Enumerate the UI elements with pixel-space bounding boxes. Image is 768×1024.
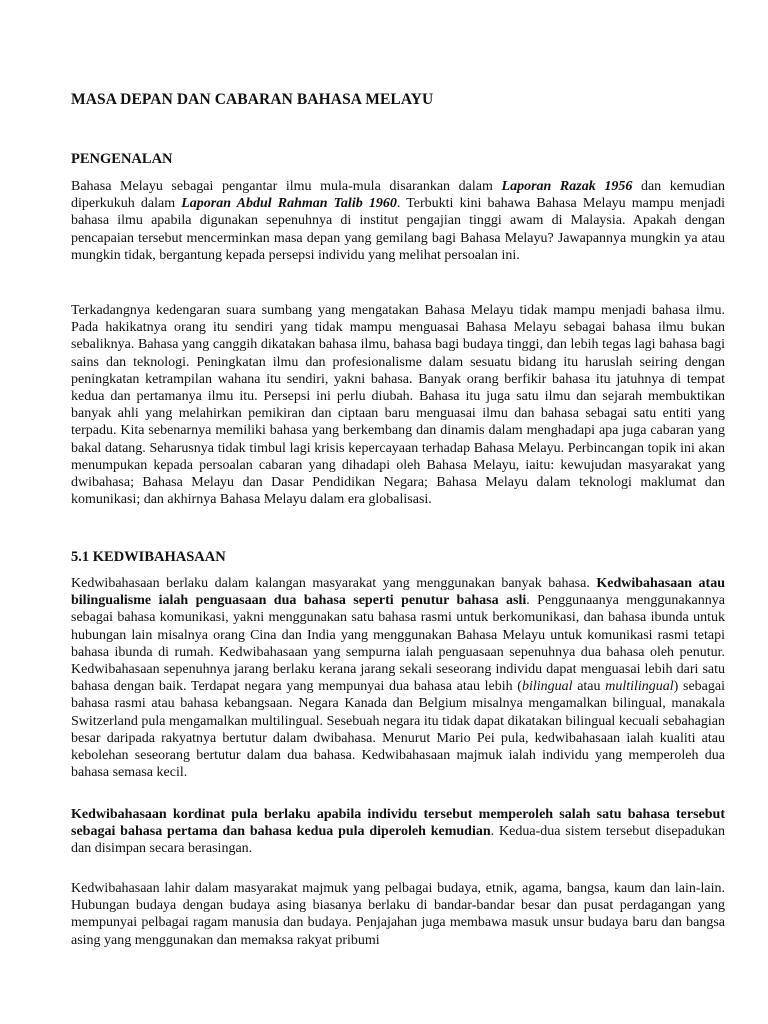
text-run: . Kedua-dua sistem tersebut disepadukan dan disimpan secara berasingan. [71, 824, 725, 857]
intro-paragraph-2: Terkadangnya kedengaran suara sumbang yang mengatakan Bahasa Melayu tidak mampu menjadi bahasa ilmu. Pada hakikatnya orang itu sendiri yang tidak mampu menguasai Bahasa Melayu sebagai bahasa ilmu bukan sebaliknya. Bahasa yang canggih dikatakan bahasa ilmu, bahasa bagi budaya tinggi, dan lebih tegas lagi bahasa bagi sains dan teknologi. Peningkatan ilmu dan profesionalisme dalam sesuatu bidang itu haruslah seiring dengan peningkatan ketrampilan wahana itu sendiri, yakni bahasa. Banyak orang berfikir bahasa itu jatuhnya di tempat kedua dan pertamanya ilmu itu. Persepsi ini perlu diubah. Bahasa itu juga satu ilmu dan sejarah membuktikan banyak ahli yang melahirkan pemikiran dan ciptaan baru menguasai ilmu dan bahasa sebagai satu entiti yang terpadu. Kita sebenarnya memiliki bahasa yang berkembang dan dinamis dalam menghadapi apa juga cabaran yang bakal datang. Seharusnya tidak timbul lagi krisis kepercayaan terhadap Bahasa Melayu. Perbincangan topik ini akan menumpukan kepada persoalan cabaran yang dihadapi oleh Bahasa Melayu, iaitu: kewujudan masyarakat yang dwibahasa; Bahasa Melayu dan Dasar Pendidikan Negara; Bahasa Melayu dalam teknologi maklumat dan komunikasi; dan akhirnya Bahasa Melayu dalam era globalisasi. [71, 303, 725, 508]
kedwibahasaan-paragraph-3: Kedwibahasaan lahir dalam masyarakat majmuk yang pelbagai budaya, etnik, agama, bangsa, kaum dan lain-lain. Hubungan budaya dengan budaya asing biasanya berlaku di bandar-bandar besar dan pusat perdagangan yang mempunyai pelbagai ragam manusia dan budaya. Penjajahan juga membawa masuk unsur budaya baru dan bangsa asing yang menggunakan dan memaksa rakyat pribumi [71, 881, 725, 948]
definition-kedwibahasaan-kordinat: Kedwibahasaan kordinat pula berlaku apabila individu tersebut memperoleh salah satu bahasa tersebut sebagai bahasa pertama dan bahasa kedua pula diperoleh kemudian [71, 807, 725, 840]
text-run: atau [572, 679, 606, 695]
kedwibahasaan-paragraph-1 [71, 575, 725, 781]
reference-laporan-abdul-rahman-talib: Laporan Abdul Rahman Talib 1960 [181, 196, 397, 212]
document-title: MASA DEPAN DAN CABARAN BAHASA MELAYU [71, 91, 434, 108]
text-run: . Penggunaanya menggunakannya sebagai bahasa komunikasi, yakni menggunakan satu bahasa rasmi untuk berkomunikasi, dan bahasa ibunda untuk hubungan lain misalnya orang Cina dan India yang menggunakan Bahasa Melayu untuk komunikasi rasmi tetapi bahasa ibunda di rumah. Kedwibahasaan yang sempurna ialah penguasaan sepenuhnya dua bahasa oleh penutur. Kedwibahasaan sepenuhnya jarang berlaku kerana jarang sekali seseorang individu dapat menguasai lebih dari satu bahasa dengan baik. Terdapat negara yang mempunyai dua bahasa atau lebih ( [71, 593, 725, 695]
section-heading-kedwibahasaan: 5.1 KEDWIBAHASAAN [71, 549, 226, 565]
text-run: Kedwibahasaan berlaku dalam kalangan masyarakat yang menggunakan banyak bahasa. [71, 576, 597, 591]
term-multilingual: multilingual [605, 679, 674, 695]
definition-bilingualisme: Kedwibahasaan atau bilingualisme ialah penguasaan dua bahasa seperti penutur bahasa asli [71, 576, 725, 609]
reference-laporan-razak: Laporan Razak 1956 [501, 179, 633, 194]
text-run: . Terbukti kini bahawa Bahasa Melayu mampu menjadi bahasa ilmu apabila digunakan sepenuhnya di institut pengajian tinggi awam di Malaysia. Apakah dengan pencapaian tersebut mencerminkan masa depan yang gemilang bagi Bahasa Melayu? Jawapannya mungkin ya atau mungkin tidak, bergantung kepada persepsi individu yang melihat persoalan ini. [71, 196, 725, 263]
section-heading-pengenalan: PENGENALAN [71, 151, 173, 167]
text-run: dan kemudian diperkukuh dalam [71, 179, 726, 212]
text-run: ) sebagai bahasa rasmi atau bahasa kebangsaan. Negara Kanada dan Belgium misalnya mengamalkan bilingual, manakala Switzerland pula mengamalkan multilingual. Sesebuah negara itu tidak dapat dikatakan bilingual kecuali sebahagian besar daripada rakyatnya bertutur dalam dwibahasa. Menurut Mario Pei pula, kedwibahasaan ialah kualiti atau kebolehan seseorang bertutur dalam dua bahasa. Kedwibahasaan majmuk ialah individu yang memperoleh dua bahasa semasa kecil. [71, 679, 725, 781]
intro-paragraph-1 [71, 178, 725, 264]
kedwibahasaan-paragraph-2 [71, 806, 725, 858]
term-bilingual: bilingual [521, 679, 573, 695]
text-run: Bahasa Melayu sebagai pengantar ilmu mula-mula disarankan dalam [71, 179, 502, 194]
